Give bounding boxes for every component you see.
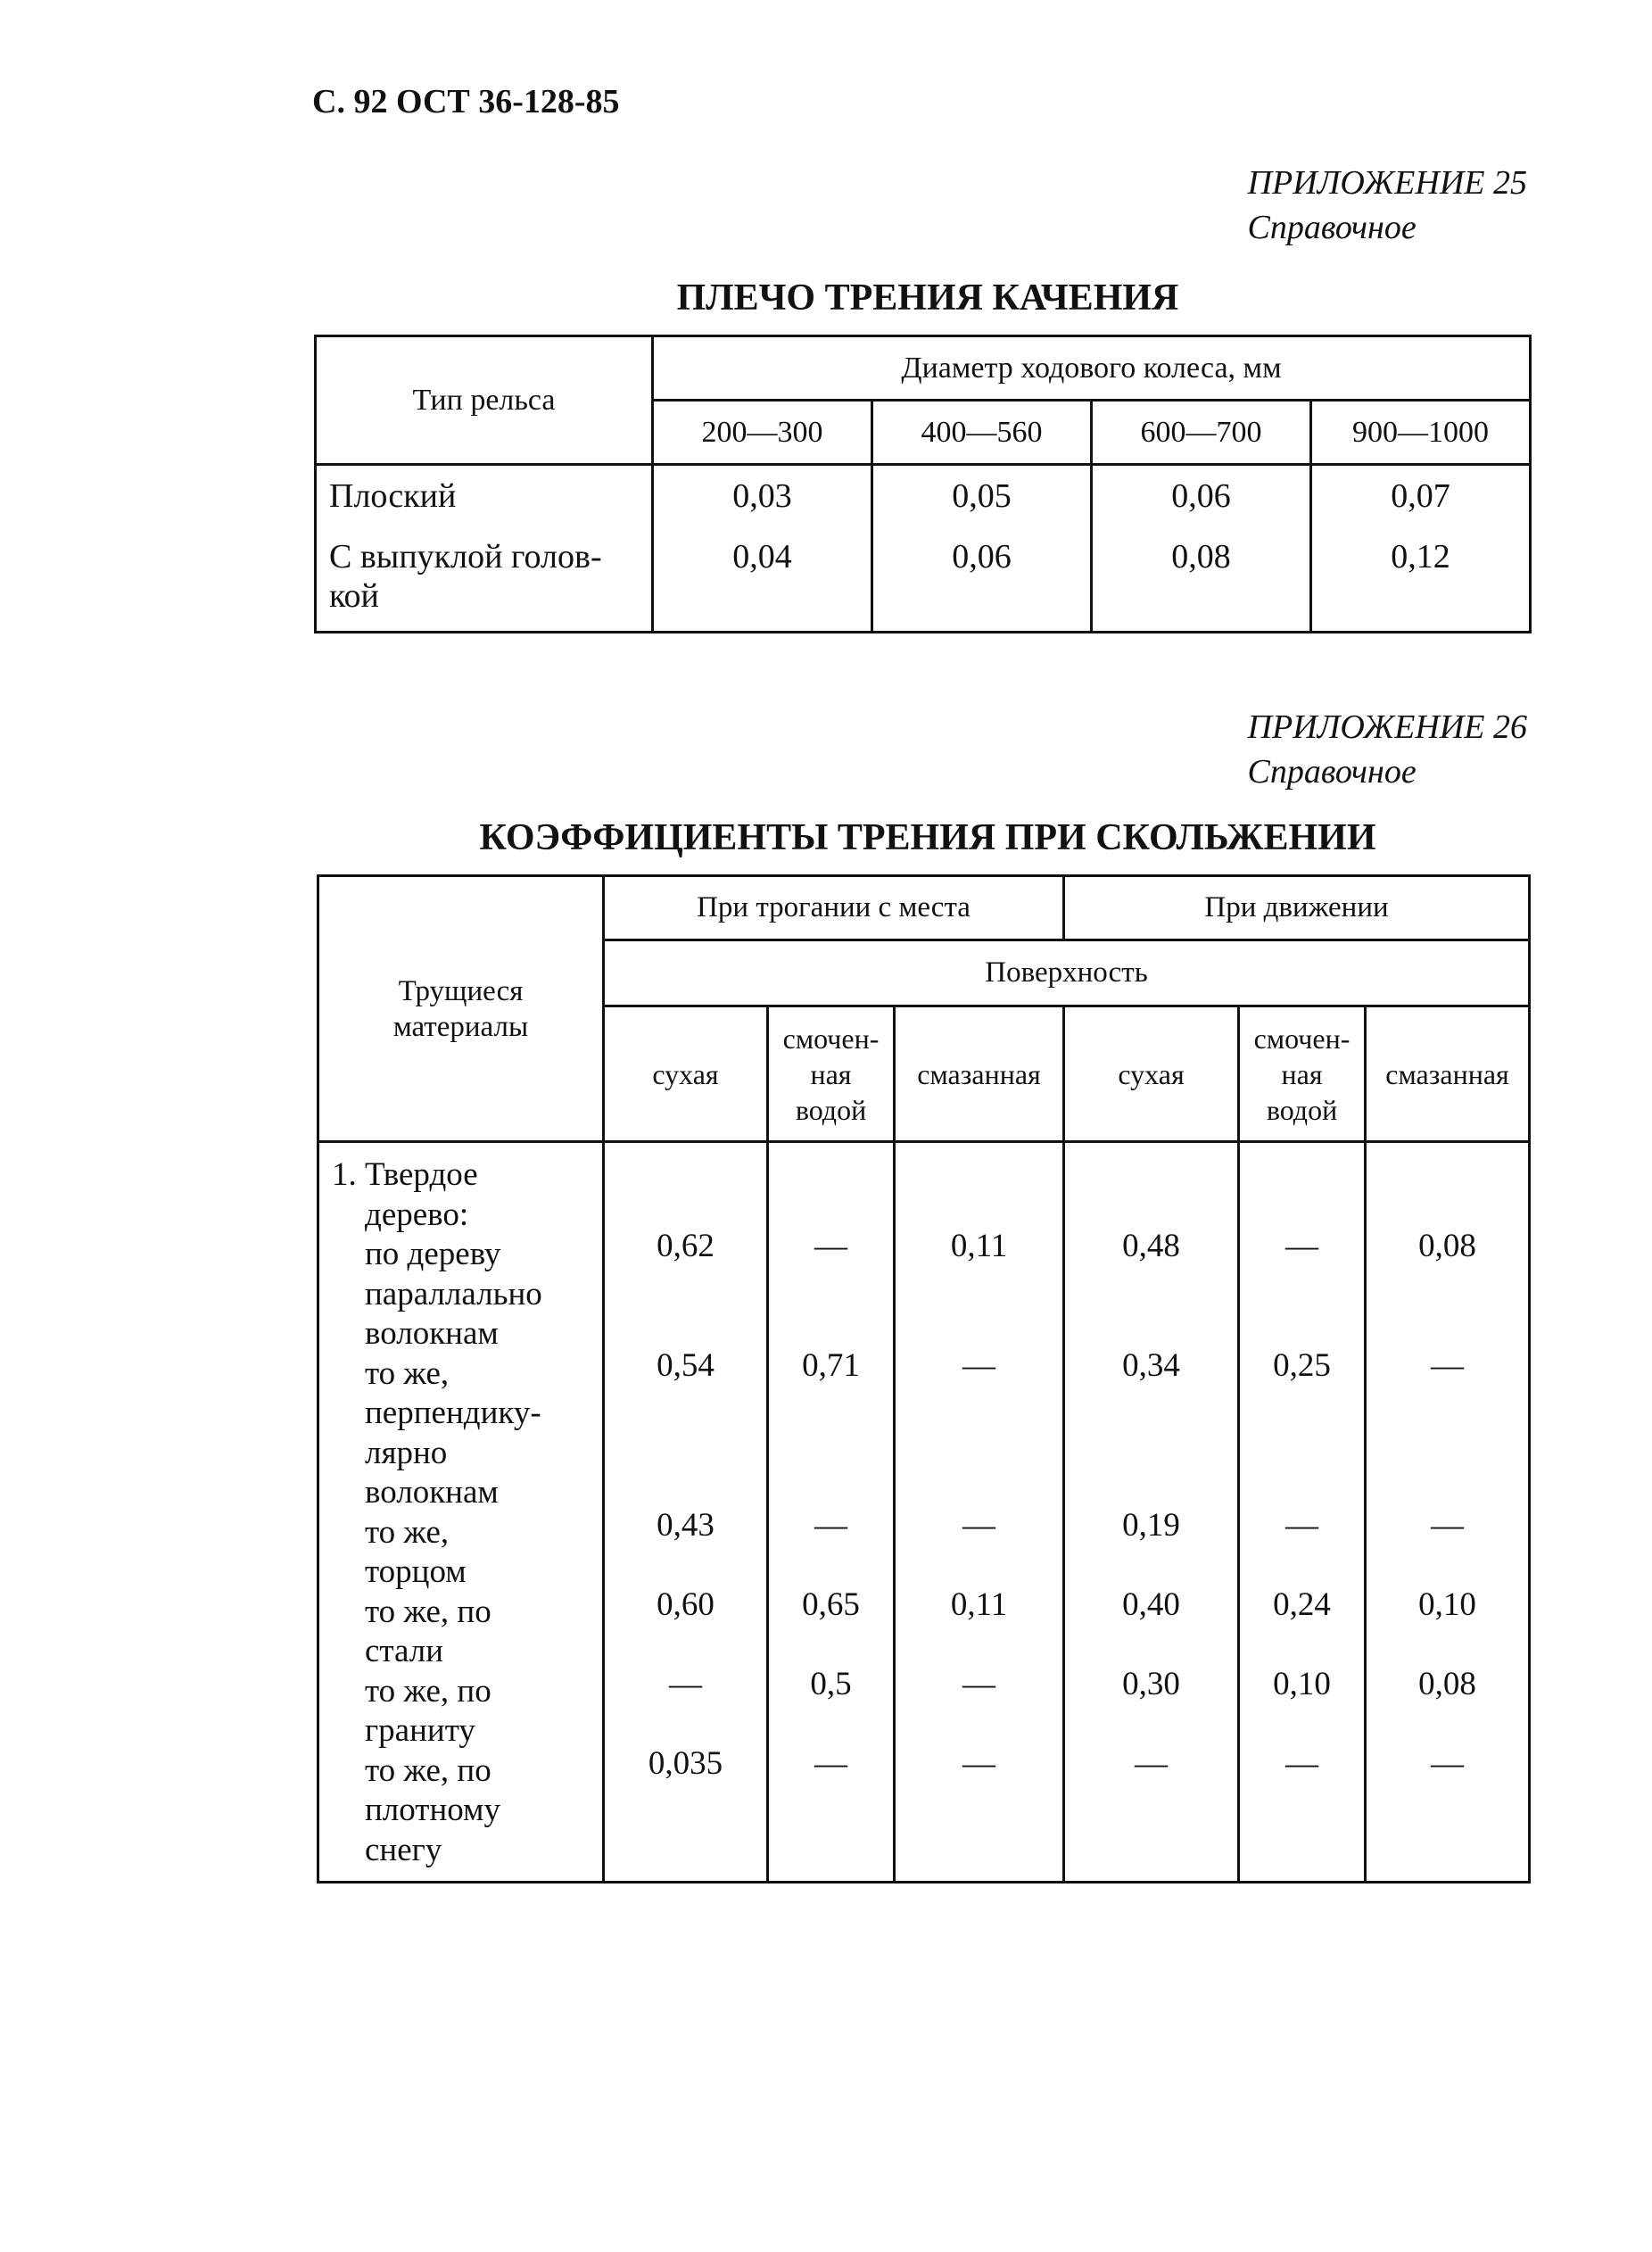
friction-value: 0,62	[657, 1228, 714, 1264]
friction-value: 0,71	[802, 1347, 860, 1384]
friction-value: 0,08	[1418, 1228, 1476, 1264]
column-motion-dry	[1064, 1142, 1239, 1883]
friction-value: 0,30	[1122, 1666, 1180, 1702]
value: 0,04	[732, 538, 792, 575]
appendix-26-kind: Справочное	[1247, 753, 1417, 791]
friction-value: 0,60	[657, 1586, 714, 1623]
friction-value: —	[1431, 1507, 1465, 1544]
friction-value: —	[669, 1666, 702, 1702]
friction-value: 0,11	[950, 1586, 1008, 1623]
value-cell	[872, 465, 1092, 633]
friction-value: —	[814, 1228, 847, 1264]
surface-dry: сухая	[1064, 1006, 1239, 1142]
surface-wet: смочен- ная водой	[768, 1006, 895, 1142]
friction-value: —	[962, 1347, 995, 1384]
appendix-25-kind: Справочное	[1247, 209, 1417, 246]
column-motion-lubricated	[1366, 1142, 1530, 1883]
rail-type-header: Тип рельса	[316, 336, 653, 465]
friction-value: 0,5	[810, 1666, 852, 1702]
value: 0,06	[1171, 477, 1231, 515]
friction-value: 0,54	[657, 1347, 714, 1384]
value: 0,07	[1391, 477, 1450, 515]
value: 0,12	[1391, 538, 1450, 575]
page-header: С. 92 ОСТ 36-128-85	[312, 83, 620, 120]
friction-value: —	[1135, 1745, 1169, 1782]
value: 0,08	[1171, 538, 1231, 575]
diameter-range: 200—300	[653, 401, 872, 465]
friction-value: 0,34	[1122, 1347, 1180, 1384]
friction-value: —	[814, 1745, 847, 1782]
sliding-friction-table	[317, 874, 1531, 1884]
surface-lubricated: смазанная	[895, 1006, 1064, 1142]
value-cell	[1311, 465, 1531, 633]
friction-value: 0,10	[1273, 1666, 1331, 1702]
materials-list: 1. Твердое дерево: по дереву параллально волокнам то же, перпендику- лярно волокнам то же, торцом то же, по стали то же, по граниту то же, по плотному снегу	[318, 1142, 604, 1883]
appendix-26-block	[1248, 705, 1527, 794]
column-start-lubricated	[895, 1142, 1064, 1883]
column-start-wet	[768, 1142, 895, 1883]
friction-value: 0,035	[648, 1745, 723, 1782]
value: 0,06	[952, 538, 1012, 575]
appendix-25-block	[1248, 161, 1527, 250]
surface-header: Поверхность	[604, 940, 1530, 1006]
friction-value: —	[1285, 1507, 1319, 1544]
rail-type-flat: Плоский	[329, 477, 457, 515]
friction-value: —	[962, 1507, 995, 1544]
table1-title: ПЛЕЧО ТРЕНИЯ КАЧЕНИЯ	[676, 277, 1179, 319]
diameter-range: 400—560	[872, 401, 1092, 465]
friction-value: —	[1285, 1228, 1319, 1264]
surface-dry: сухая	[604, 1006, 768, 1142]
friction-value: 0,40	[1122, 1586, 1180, 1623]
column-motion-wet	[1239, 1142, 1366, 1883]
friction-value: 0,65	[802, 1586, 860, 1623]
friction-value: 0,08	[1418, 1666, 1476, 1702]
friction-value: 0,48	[1122, 1228, 1180, 1264]
column-start-dry	[604, 1142, 768, 1883]
friction-value: 0,11	[950, 1228, 1008, 1264]
diameter-range: 900—1000	[1311, 401, 1531, 465]
table2-title: КОЭФФИЦИЕНТЫ ТРЕНИЯ ПРИ СКОЛЬЖЕНИИ	[479, 817, 1376, 858]
group-motion-header: При движении	[1064, 876, 1530, 940]
rolling-friction-table	[314, 335, 1532, 633]
friction-value: —	[814, 1507, 847, 1544]
friction-value: 0,43	[657, 1507, 714, 1544]
value: 0,03	[732, 477, 792, 515]
surface-lubricated: смазанная	[1366, 1006, 1530, 1142]
appendix-26-label: ПРИЛОЖЕНИЕ 26	[1247, 708, 1527, 746]
friction-value: —	[1431, 1745, 1465, 1782]
friction-value: —	[1431, 1347, 1465, 1384]
diameter-range: 600—700	[1092, 401, 1311, 465]
friction-value: 0,25	[1273, 1347, 1331, 1384]
rail-type-convex: С выпуклой голов- кой	[329, 538, 602, 615]
friction-value: 0,24	[1273, 1586, 1331, 1623]
friction-value: 0,10	[1418, 1586, 1476, 1623]
materials-header: Трущиеся материалы	[318, 876, 604, 1142]
friction-value: —	[1285, 1745, 1319, 1782]
value-cell	[653, 465, 872, 633]
friction-value: 0,19	[1122, 1507, 1180, 1544]
group-start-header: При трогании с места	[604, 876, 1064, 940]
rail-type-cell	[316, 465, 653, 633]
value: 0,05	[952, 477, 1012, 515]
surface-wet: смочен- ная водой	[1239, 1006, 1366, 1142]
appendix-25-label: ПРИЛОЖЕНИЕ 25	[1247, 164, 1527, 202]
friction-value: —	[962, 1745, 995, 1782]
diameter-header: Диаметр ходового колеса, мм	[653, 336, 1531, 401]
friction-value: —	[962, 1666, 995, 1702]
value-cell	[1092, 465, 1311, 633]
